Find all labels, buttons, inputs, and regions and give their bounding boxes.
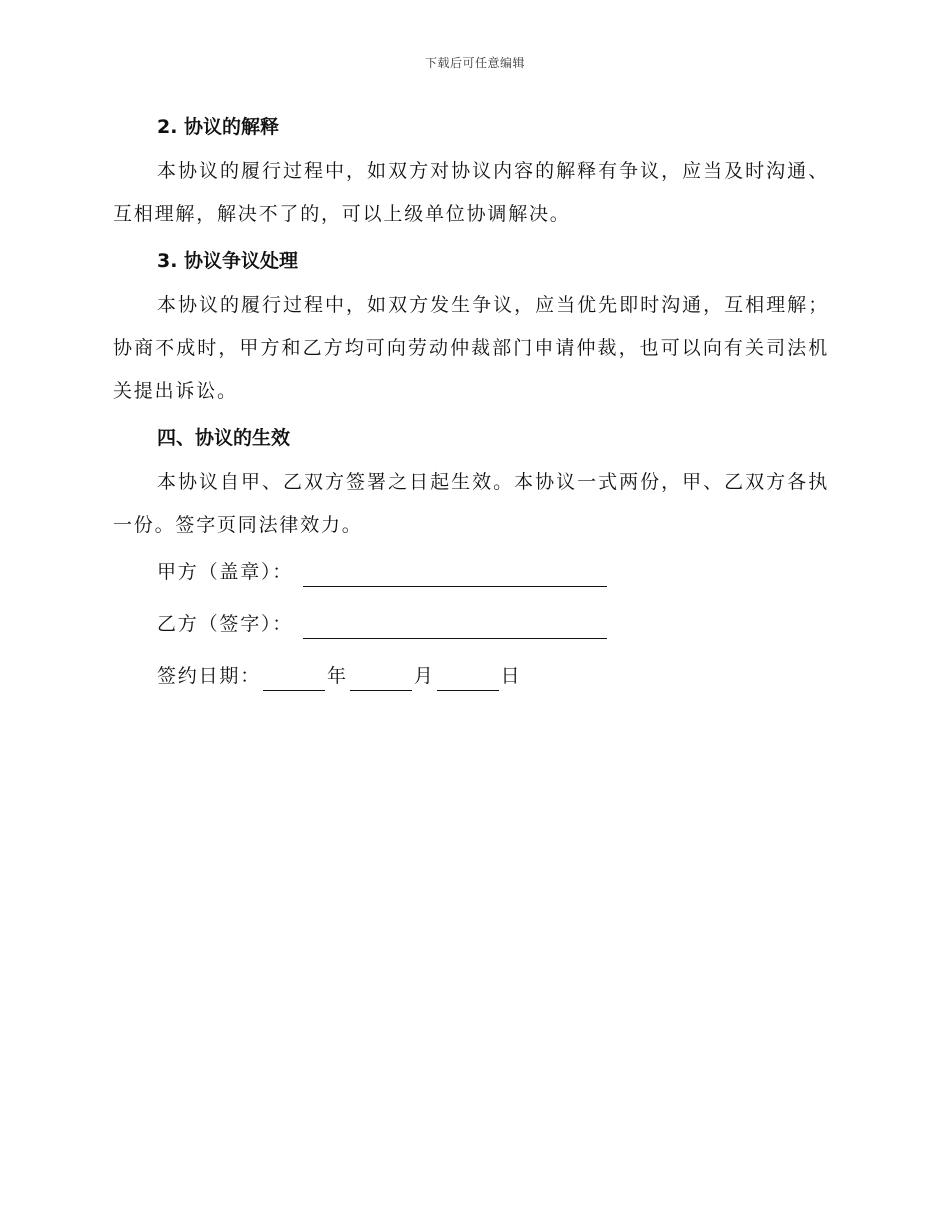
- signing-date-line: [157, 661, 829, 691]
- section-paragraph-dispute: 本协议的履行过程中，如双方发生争议，应当优先即时沟通，互相理解；协商不成时，甲方和乙方均可向劳动仲裁部门申请仲裁，也可以向有关司法机关提出诉讼。: [113, 294, 829, 402]
- signing-date-label: 签约日期：: [157, 665, 262, 687]
- section-heading-interpretation: 2. 协议的解释: [157, 116, 280, 138]
- party-a-signature-line: [157, 557, 829, 587]
- month-unit: 月: [413, 665, 435, 687]
- year-blank[interactable]: [263, 666, 325, 691]
- party-b-signature-blank[interactable]: [303, 614, 607, 639]
- month-blank[interactable]: [350, 666, 412, 691]
- section-paragraph-interpretation: 本协议的履行过程中，如双方对协议内容的解释有争议，应当及时沟通、互相理解，解决不了的，可以上级单位协调解决。: [113, 160, 829, 225]
- party-b-signature-line: [157, 609, 829, 639]
- page-header: 下载后可任意编辑: [424, 56, 525, 70]
- section-paragraph-effectiveness: 本协议自甲、乙双方签署之日起生效。本协议一式两份，甲、乙双方各执一份。签字页同法律效力。: [113, 471, 829, 536]
- party-a-label: 甲方（盖章）：: [157, 561, 294, 583]
- day-blank[interactable]: [437, 666, 499, 691]
- section-heading-dispute: 3. 协议争议处理: [157, 250, 299, 272]
- section-heading-effectiveness: 四、协议的生效: [157, 427, 291, 449]
- party-a-signature-blank[interactable]: [303, 562, 607, 587]
- document-body: [113, 112, 829, 713]
- party-b-label: 乙方（签字）：: [157, 613, 294, 635]
- day-unit: 日: [500, 665, 522, 687]
- year-unit: 年: [327, 665, 348, 687]
